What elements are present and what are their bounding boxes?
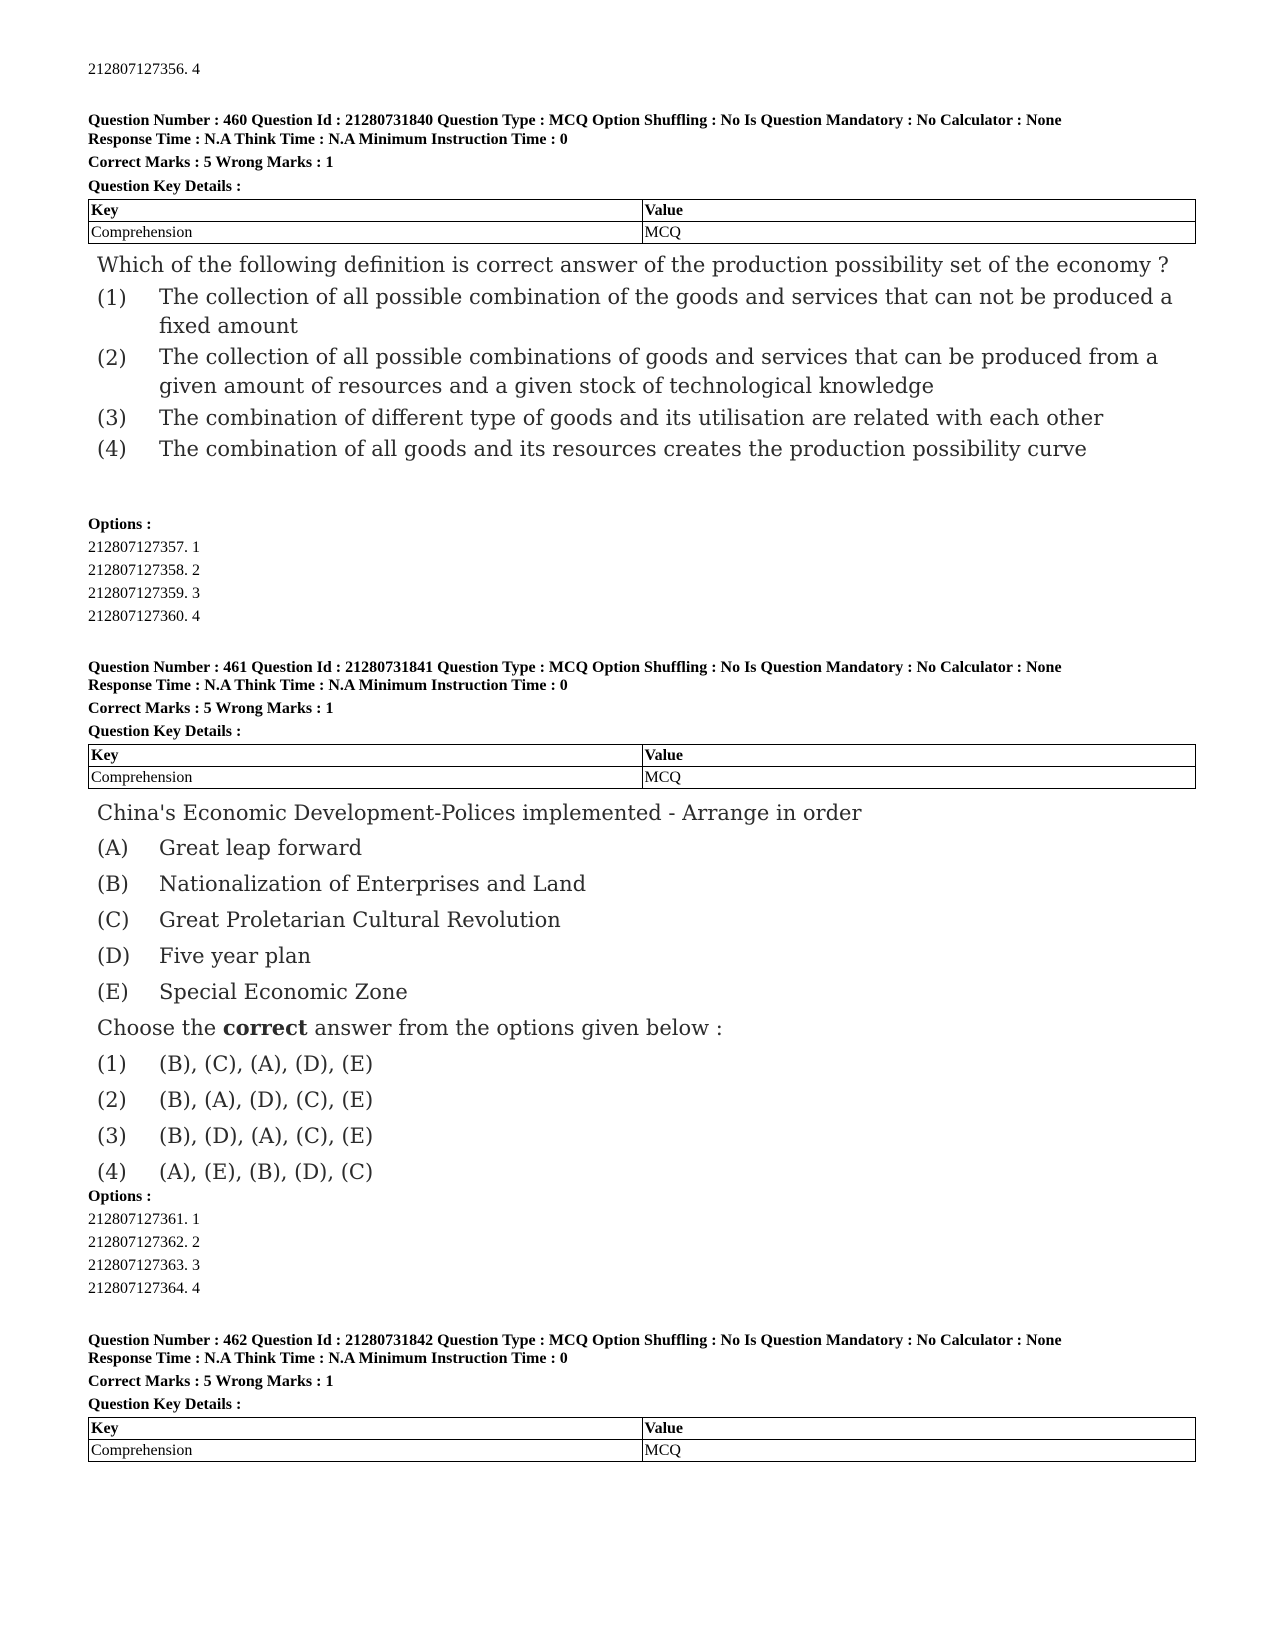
choice-text: (B), (A), (D), (C), (E)	[159, 1088, 374, 1112]
choice-text: (B), (D), (A), (C), (E)	[159, 1124, 374, 1148]
item-text: Special Economic Zone	[159, 980, 408, 1004]
question-choice-4	[97, 1154, 997, 1190]
question-block-460	[88, 111, 1196, 244]
table-row	[89, 222, 1196, 244]
choice-text: The combination of all goods and its resources creates the production possibility curve	[159, 437, 1087, 461]
choice-number: (4)	[97, 1160, 127, 1184]
question-meta-line-1: Question Number : 461 Question Id : 21280731841 Question Type : MCQ Option Shuffling : No Is Question Mandatory : No Calculator : None	[88, 659, 1062, 676]
question-key-table	[88, 1417, 1196, 1462]
question-key-details-label: Question Key Details :	[88, 1396, 242, 1413]
question-block-462	[88, 1331, 1196, 1462]
question-marks: Correct Marks : 5 Wrong Marks : 1	[88, 1373, 334, 1390]
question-choice-3	[97, 403, 1177, 434]
question-block-461	[88, 658, 1196, 789]
question-stem: Which of the following definition is correct answer of the production possibility set of the economy ?	[97, 253, 1169, 277]
table-header-row	[89, 1418, 1196, 1440]
question-key-table	[88, 744, 1196, 789]
question-key-details-label: Question Key Details :	[88, 723, 242, 740]
choice-number: (1)	[97, 1052, 127, 1076]
options-list-460	[88, 514, 200, 628]
question-stem: China's Economic Development-Polices implemented - Arrange in order	[97, 801, 862, 825]
instruction-pre: Choose the	[97, 1016, 217, 1040]
option-item: 212807127363. 3	[88, 1257, 200, 1274]
options-label: Options :	[88, 1188, 152, 1205]
list-item	[97, 866, 997, 902]
list-item	[97, 902, 997, 938]
table-cell-value: MCQ	[642, 222, 1196, 244]
instruction-bold: correct	[222, 1015, 308, 1040]
table-header-row	[89, 200, 1196, 222]
choice-number: (3)	[97, 1124, 127, 1148]
option-item: 212807127364. 4	[88, 1280, 200, 1297]
question-marks: Correct Marks : 5 Wrong Marks : 1	[88, 154, 334, 171]
question-choice-1	[97, 283, 1177, 341]
option-item: 212807127362. 2	[88, 1234, 200, 1251]
options-label: Options :	[88, 516, 152, 533]
question-meta-line-1: Question Number : 462 Question Id : 21280731842 Question Type : MCQ Option Shuffling : No Is Question Mandatory : No Calculator : None	[88, 1332, 1062, 1349]
question-meta-line-1: Question Number : 460 Question Id : 21280731840 Question Type : MCQ Option Shuffling : No Is Question Mandatory : No Calculator : None	[88, 112, 1062, 129]
table-row	[89, 1440, 1196, 1462]
option-item: 212807127360. 4	[88, 608, 200, 625]
question-key-table	[88, 199, 1196, 244]
question-choice-4	[97, 434, 1177, 465]
item-letter: (E)	[97, 980, 129, 1004]
choice-text: (B), (C), (A), (D), (E)	[159, 1052, 374, 1076]
option-item: 212807127358. 2	[88, 562, 200, 579]
question-marks: Correct Marks : 5 Wrong Marks : 1	[88, 700, 334, 717]
choice-text: The combination of different type of goods and its utilisation are related with each other	[159, 406, 1104, 430]
choice-number: (4)	[97, 437, 127, 461]
item-text: Nationalization of Enterprises and Land	[159, 872, 587, 896]
table-row	[89, 767, 1196, 789]
table-cell-value: MCQ	[642, 767, 1196, 789]
table-header-key: Key	[89, 745, 643, 767]
question-choice-2	[97, 1082, 997, 1118]
choice-text: The collection of all possible combination of the goods and services that can not be produced a fixed amount	[159, 285, 1173, 338]
item-letter: (C)	[97, 908, 130, 932]
table-cell-key: Comprehension	[89, 767, 643, 789]
question-meta-line-2: Response Time : N.A Think Time : N.A Minimum Instruction Time : 0	[88, 1350, 568, 1367]
choice-number: (2)	[97, 1088, 127, 1112]
options-list-461	[88, 1186, 200, 1300]
instruction-line	[97, 1010, 997, 1046]
choice-text: (A), (E), (B), (D), (C)	[159, 1160, 374, 1184]
question-image-461	[88, 796, 997, 1190]
question-choice-3	[97, 1118, 997, 1154]
question-choice-1	[97, 1046, 997, 1082]
option-item: 212807127361. 1	[88, 1211, 200, 1228]
question-stem-row	[97, 796, 997, 830]
question-image-460	[88, 250, 1177, 465]
item-text: Great leap forward	[159, 836, 363, 860]
instruction-post: answer from the options given below :	[314, 1016, 723, 1040]
choice-number: (3)	[97, 406, 127, 430]
choice-number: (2)	[97, 346, 127, 370]
item-text: Great Proletarian Cultural Revolution	[159, 908, 561, 932]
list-item	[97, 938, 997, 974]
table-header-value: Value	[642, 200, 1196, 222]
question-choice-2	[97, 343, 1177, 401]
instruction-text	[97, 1010, 723, 1046]
question-meta-line-2: Response Time : N.A Think Time : N.A Minimum Instruction Time : 0	[88, 677, 568, 694]
choice-text: The collection of all possible combinations of goods and services that can be produced from a given amount of resources and a given stock of technological knowledge	[159, 345, 1159, 398]
item-letter: (A)	[97, 836, 129, 860]
table-header-row	[89, 745, 1196, 767]
option-item: 212807127359. 3	[88, 585, 200, 602]
list-item	[97, 974, 997, 1010]
table-cell-key: Comprehension	[89, 1440, 643, 1462]
table-header-value: Value	[642, 745, 1196, 767]
option-item: 212807127357. 1	[88, 539, 200, 556]
item-letter: (D)	[97, 944, 131, 968]
item-letter: (B)	[97, 872, 129, 896]
table-cell-value: MCQ	[642, 1440, 1196, 1462]
table-header-key: Key	[89, 200, 643, 222]
table-header-value: Value	[642, 1418, 1196, 1440]
question-key-details-label: Question Key Details :	[88, 178, 242, 195]
prev-option: 212807127356. 4	[88, 61, 200, 78]
table-cell-key: Comprehension	[89, 222, 643, 244]
choice-number: (1)	[97, 286, 127, 310]
list-item	[97, 830, 997, 866]
table-header-key: Key	[89, 1418, 643, 1440]
item-text: Five year plan	[159, 944, 311, 968]
question-meta-line-2: Response Time : N.A Think Time : N.A Minimum Instruction Time : 0	[88, 131, 568, 148]
